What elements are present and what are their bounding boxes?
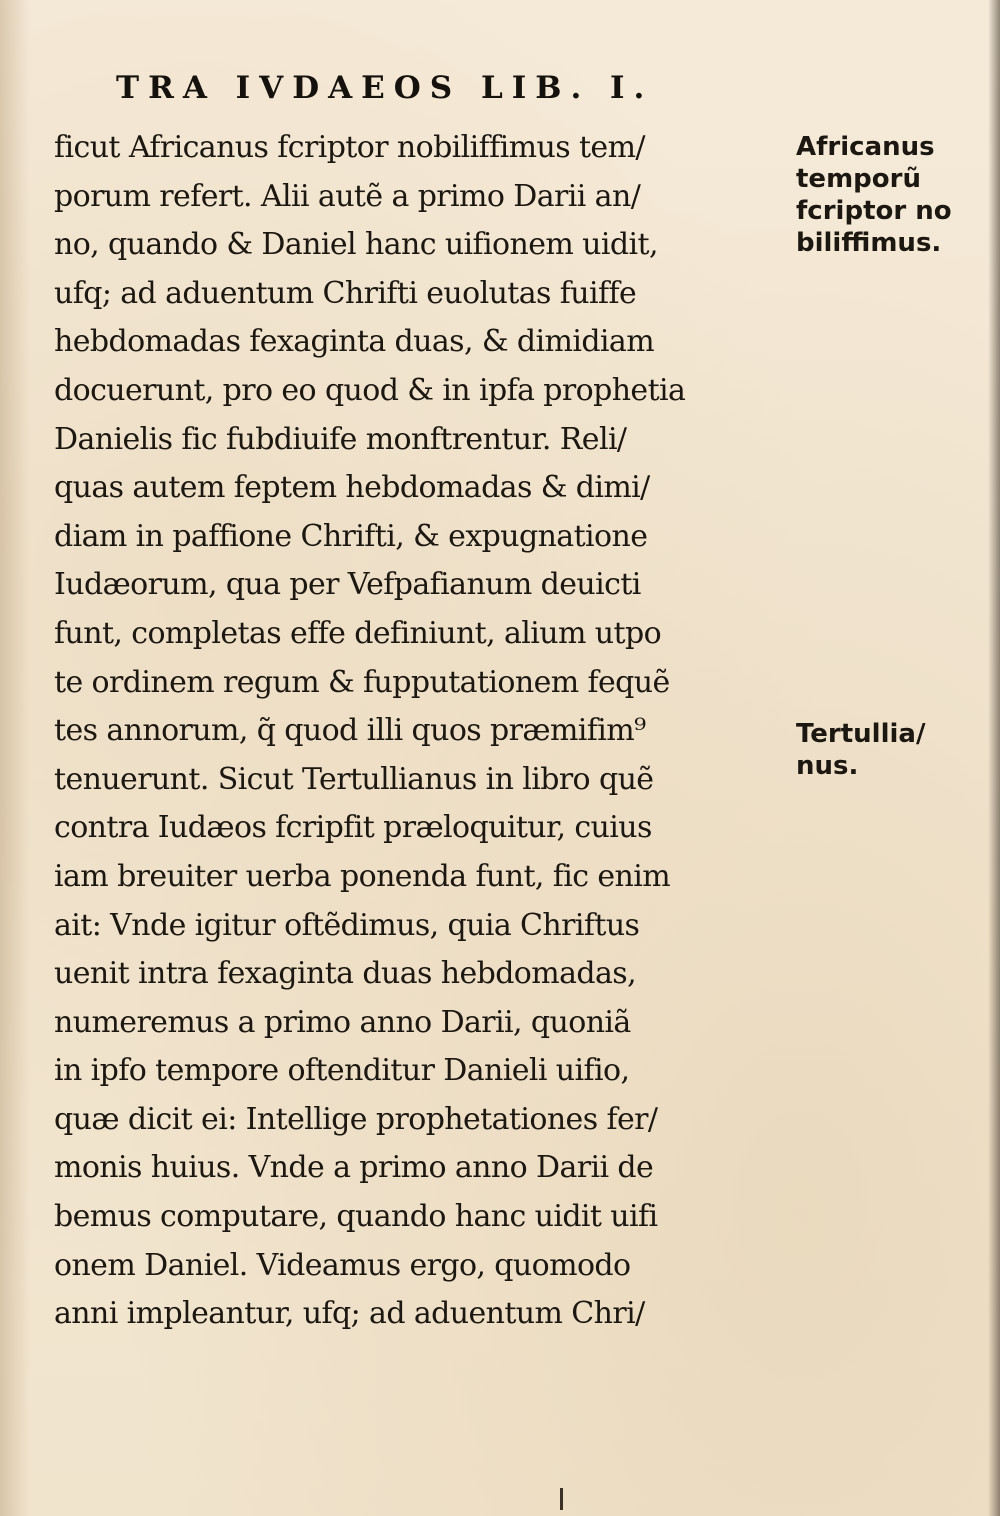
text-line: quæ dicit ei: Intellige prophetationes fer/ bbox=[54, 1101, 658, 1137]
text-line: in ipfo tempore oftenditur Danieli uifio, bbox=[54, 1053, 630, 1089]
text-line: te ordinem regum & fupputationem fequẽ bbox=[54, 664, 670, 700]
text-line: funt, completas effe definiunt, alium utpo bbox=[54, 615, 662, 651]
text-line: tenuerunt. Sicut Tertullianus in libro quẽ bbox=[54, 761, 654, 797]
text-line: anni impleantur, ufq; ad aduentum Chri/ bbox=[54, 1296, 645, 1332]
text-line: onem Daniel. Videamus ergo, quomodo bbox=[54, 1247, 631, 1283]
text-line: iam breuiter uerba ponenda funt, fic enim bbox=[54, 858, 671, 894]
text-line: hebdomadas fexaginta duas, & dimidiam bbox=[54, 324, 655, 360]
text-line: no, quando & Daniel hanc uifionem uidit, bbox=[54, 227, 658, 263]
text-line: numeremus a primo anno Darii, quoniã bbox=[54, 1004, 631, 1040]
text-line: ficut Africanus fcriptor nobiliffimus tem/ bbox=[54, 130, 645, 165]
text-line: monis huius. Vnde a primo anno Darii de bbox=[54, 1150, 654, 1186]
text-line: Iudæorum, qua per Vefpafianum deuicti bbox=[54, 567, 641, 603]
text-line: diam in paffione Chrifti, & expugnatione bbox=[54, 518, 648, 554]
text-line: bemus computare, quando hanc uidit uifi bbox=[54, 1199, 658, 1235]
margin-note-line: fcriptor no bbox=[796, 196, 952, 226]
margin-note-africanus bbox=[796, 131, 952, 259]
margin-note-line: biliffimus. bbox=[796, 228, 942, 258]
text-line: Danielis fic fubdiuife monftrentur. Reli/ bbox=[54, 421, 627, 457]
running-head: TRA IVDAEOS LIB. I. bbox=[116, 70, 654, 106]
margin-note-line: Africanus bbox=[796, 132, 935, 162]
page-mark bbox=[560, 1488, 563, 1510]
text-line: docuerunt, pro eo quod & in ipfa prophetia bbox=[54, 372, 686, 408]
main-text-block bbox=[54, 124, 789, 1339]
margin-note-line: nus. bbox=[796, 751, 859, 781]
text-line: porum refert. Alii autẽ a primo Darii an/ bbox=[54, 178, 641, 214]
margin-note-tertullianus bbox=[796, 718, 925, 782]
text-line: ufq; ad aduentum Chrifti euolutas fuiffe bbox=[54, 275, 637, 311]
margin-note-line: temporũ bbox=[796, 164, 921, 194]
page-edge bbox=[988, 0, 1000, 1516]
text-line: ait: Vnde igitur oftẽdimus, quia Chriftus bbox=[54, 907, 640, 943]
text-line: quas autem feptem hebdomadas & dimi/ bbox=[54, 470, 650, 506]
text-line: tes annorum, q̃ quod illi quos præmifim⁹ bbox=[54, 713, 646, 749]
text-line: contra Iudæos fcripfit præloquitur, cuius bbox=[54, 810, 652, 846]
gutter-shadow bbox=[0, 0, 30, 1516]
text-line: uenit intra fexaginta duas hebdomadas, bbox=[54, 956, 637, 992]
margin-note-line: Tertullia/ bbox=[796, 719, 926, 749]
